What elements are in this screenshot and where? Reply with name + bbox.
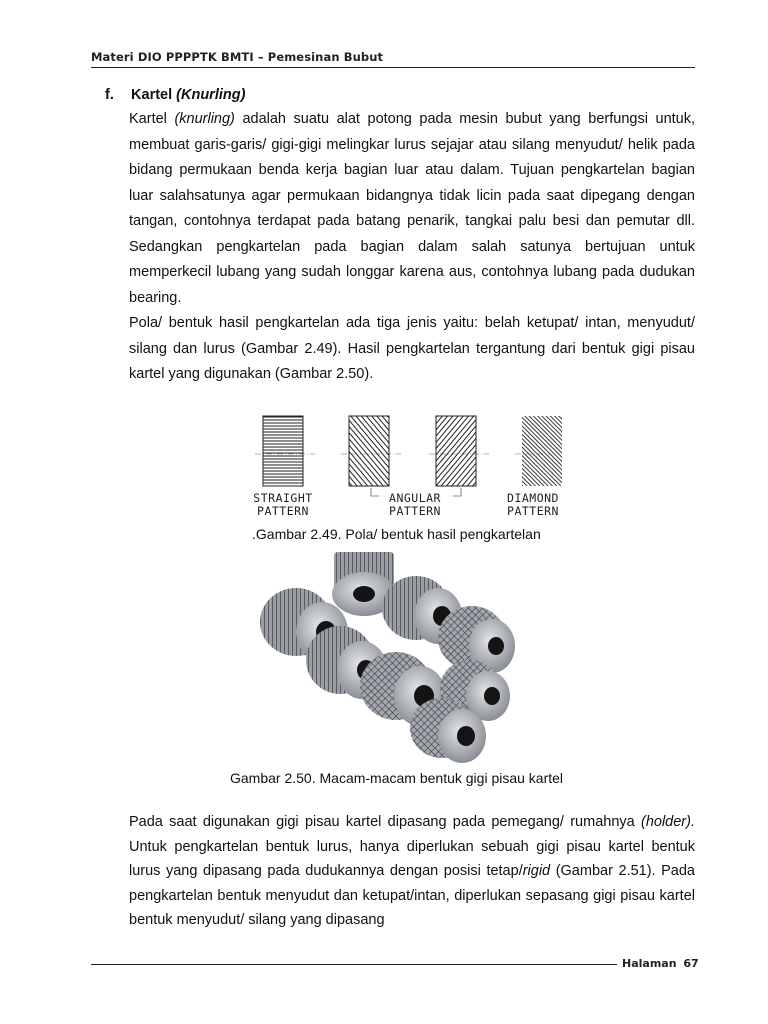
section-heading <box>105 87 245 103</box>
knurl-pattern-diagram <box>253 410 559 522</box>
page-header: Materi DIO PPPPTK BMTI – Pemesinan Bubut <box>91 50 384 64</box>
footer-rule <box>91 964 617 965</box>
page-footer <box>622 957 699 970</box>
p3-text-3: (Gambar 2.51). Pada pengkartelan bentuk menyudut dan ketupat/intan, diperlukan sepasang gigi pisau kartel bentuk menyudut/ silang yang dipasang <box>129 863 695 928</box>
section-title: Kartel <box>131 87 173 103</box>
label-straight-1: STRAIGHT <box>253 491 313 505</box>
p3-italic-1: (holder). <box>641 814 695 830</box>
p3-italic-2: rigid <box>522 863 551 879</box>
header-rule <box>91 67 695 68</box>
footer-label: Halaman <box>622 957 677 970</box>
p3-text-1: Pada saat digunakan gigi pisau kartel dipasang pada pemegang/ rumahnya <box>129 814 635 830</box>
label-diamond-1: DIAMOND <box>507 491 559 505</box>
diamond-knurl-icon <box>522 416 562 486</box>
paragraph-2: Pola/ bentuk hasil pengkartelan ada tiga jenis yaitu: belah ketupat/ intan, menyudut/ silang dan lurus (Gambar 2.49). Hasil pengkartelan tergantung dari bentuk gigi pisau kartel yang digunakan (Gambar 2.50). <box>129 315 695 382</box>
straight-knurl-icon <box>263 416 303 486</box>
p1-italic: (knurling) <box>174 111 235 127</box>
section-title-italic: (Knurling) <box>176 87 246 103</box>
label-diamond-2: PATTERN <box>507 504 559 518</box>
angular-knurl-icon-1 <box>349 416 389 486</box>
label-straight-2: PATTERN <box>257 504 309 518</box>
paragraph-1 <box>129 107 695 311</box>
paragraph-3 <box>129 810 695 933</box>
label-angular-1: ANGULAR <box>389 491 441 505</box>
knurling-wheels-photo <box>246 548 528 766</box>
figure-caption-1: .Gambar 2.49. Pola/ bentuk hasil pengkartelan <box>252 526 541 542</box>
figure-caption-2: Gambar 2.50. Macam-macam bentuk gigi pisau kartel <box>230 770 564 786</box>
p1-text: adalah suatu alat potong pada mesin bubut yang berfungsi untuk, membuat garis-garis/ gigi-gigi melingkar lurus sejajar atau silang menyudut/ helik pada bidang permukaan benda kerja bagian luar atau dalam. Tujuan pengkartelan bagian luar salahsatunya agar permukaan bidangnya tidak licin pada saat dipegang dengan tangan, contohnya terdapat pada batang penarik, tangkai palu besi dan pemutar dll. Sedangkan pengkartelan pada bagian dalam salah satunya bertujuan untuk memperkecil lubang yang sudah longgar karena aus, contohnya lubang pada dudukan bearing. <box>129 111 696 306</box>
p1-w1: Kartel <box>129 111 167 127</box>
page-number: 67 <box>683 957 699 970</box>
angular-knurl-icon-2 <box>436 416 476 486</box>
section-number: f. <box>105 87 114 103</box>
label-angular-2: PATTERN <box>389 504 441 518</box>
p3-text-2: Untuk pengkartelan bentuk lurus, hanya diperlukan sebuah gigi pisau kartel bentuk lurus yang dipasang pada dudukannya dengan posisi tetap/ <box>129 838 695 879</box>
